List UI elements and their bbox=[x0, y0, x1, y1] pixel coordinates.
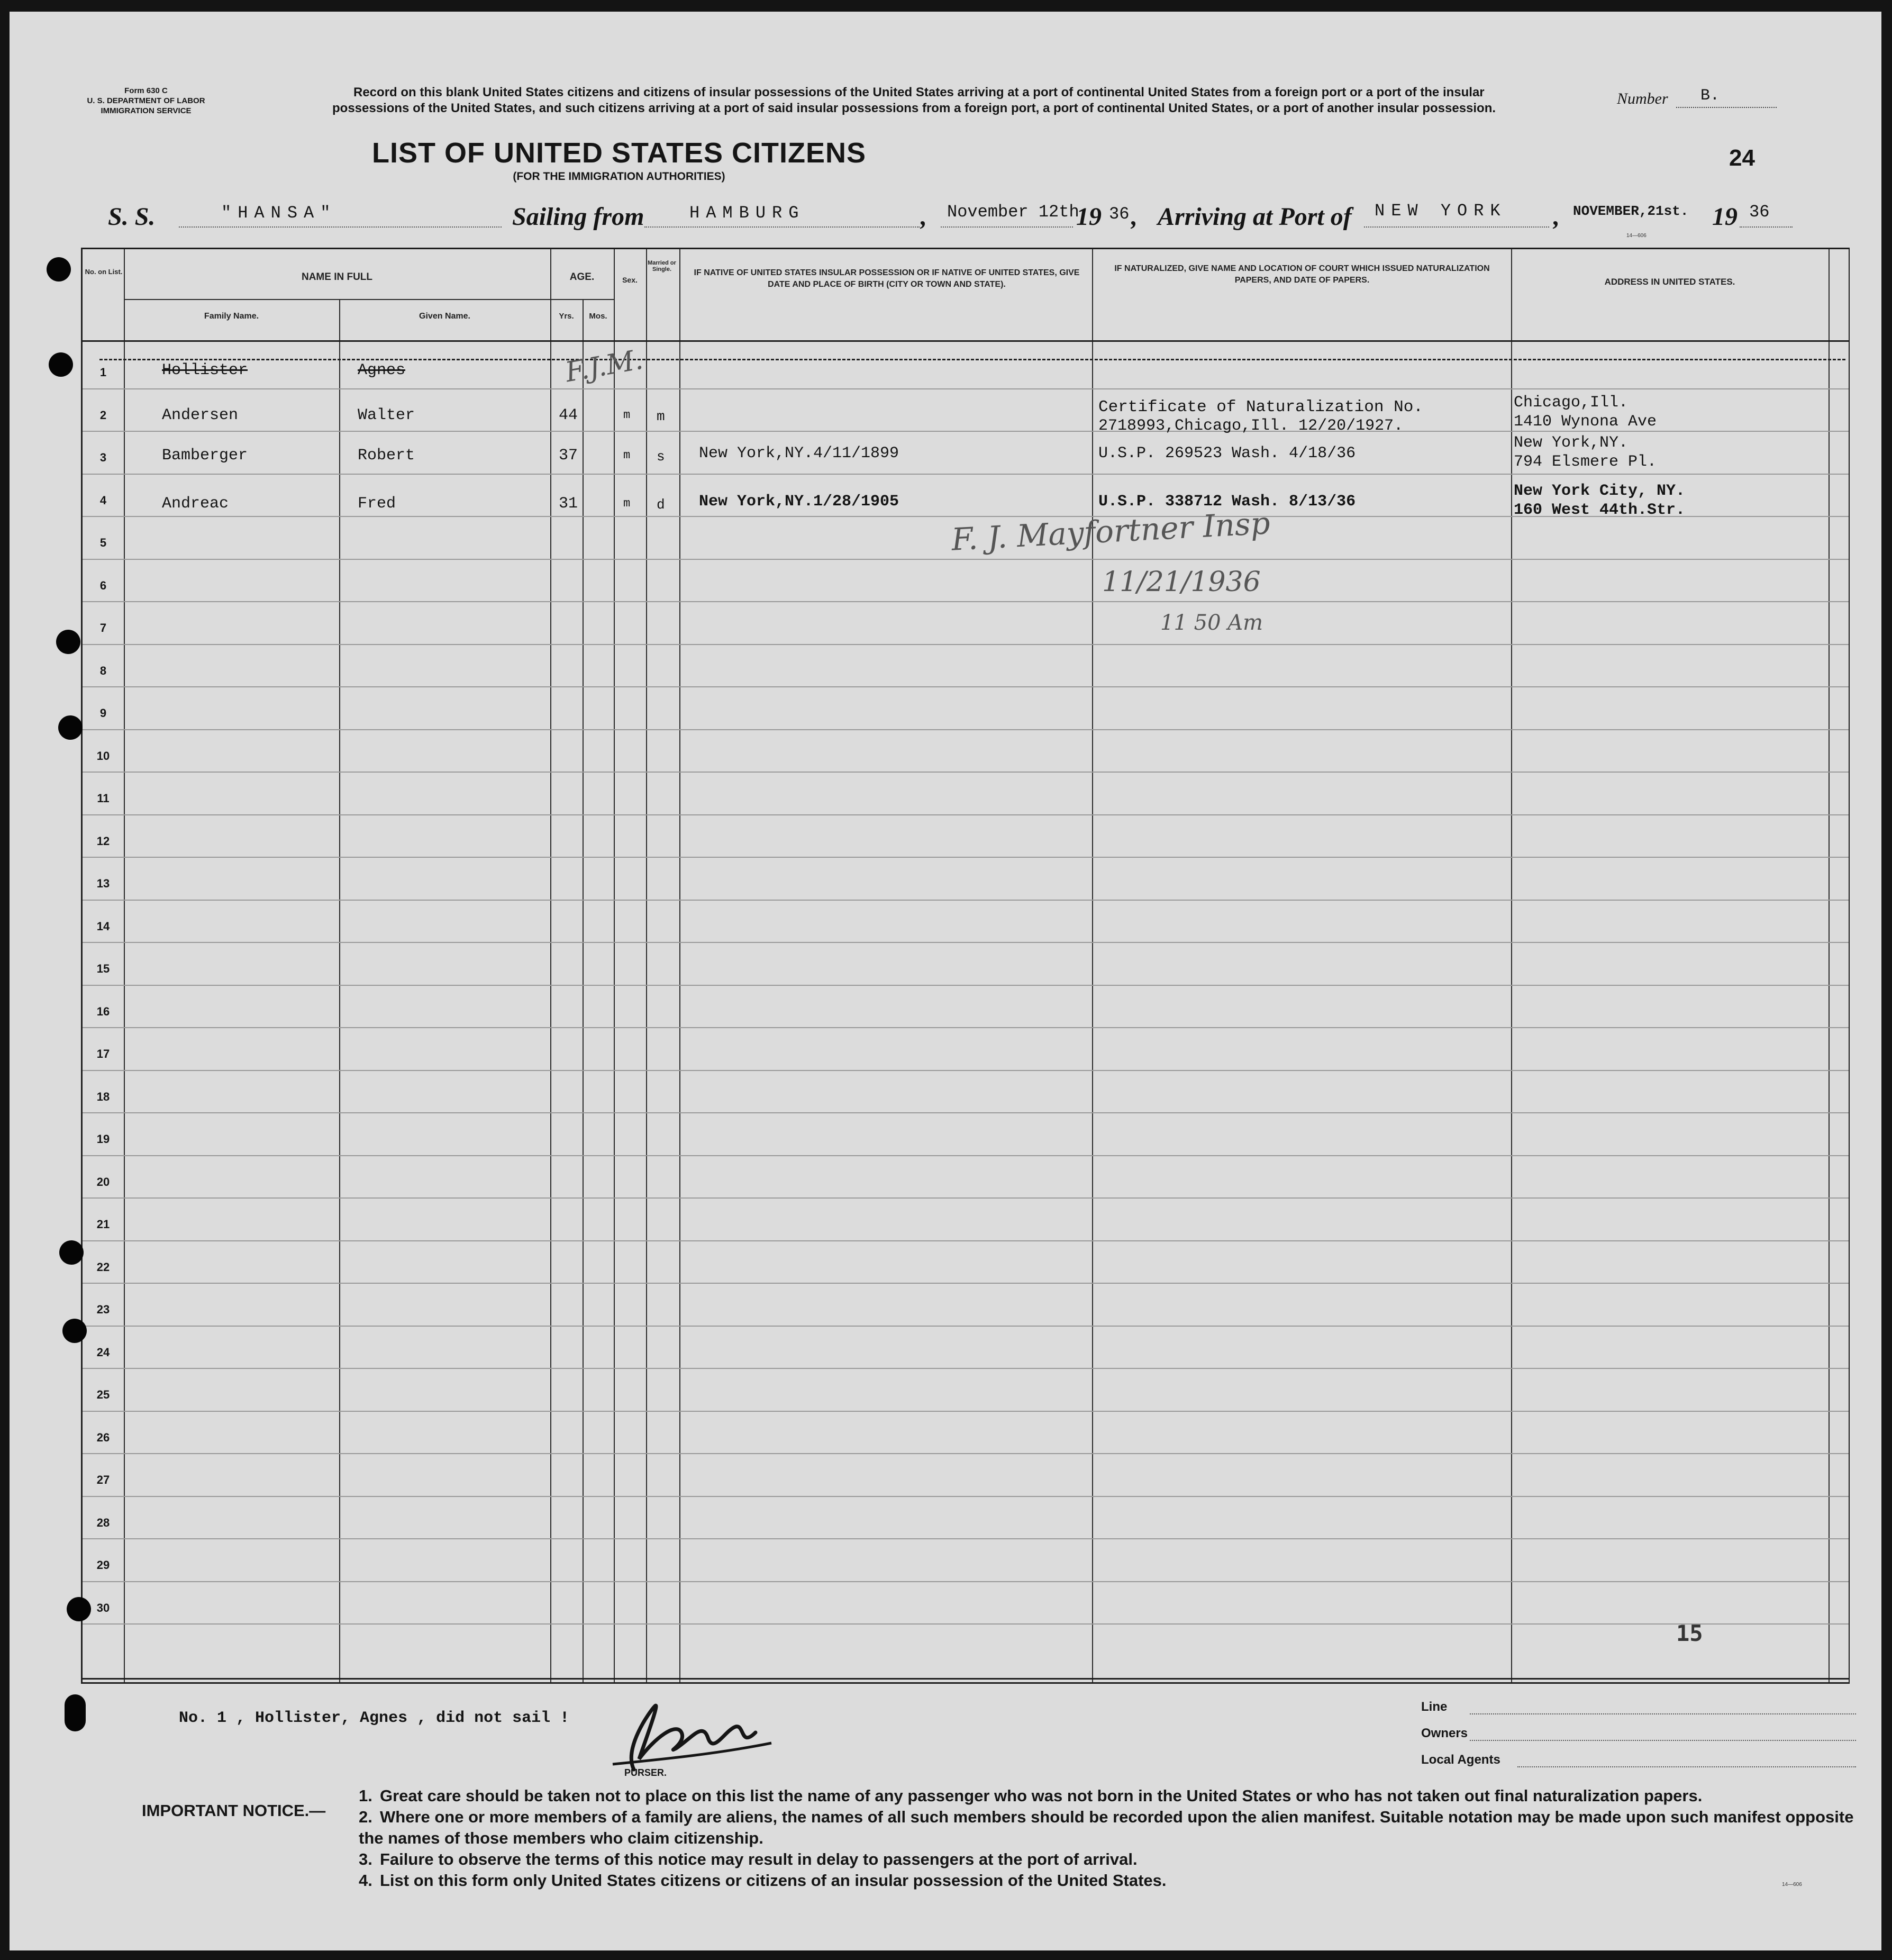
row-rule bbox=[83, 1197, 1849, 1199]
header-years: Yrs. bbox=[559, 312, 574, 321]
family-name-cell: Bamberger bbox=[162, 447, 248, 465]
arrival-port: NEW YORK bbox=[1375, 201, 1507, 221]
row-rule bbox=[83, 1538, 1849, 1539]
inspector-signature: F. J. Mayfortner Insp bbox=[950, 505, 1271, 558]
notice-item: 3. Failure to observe the terms of this notice may result in delay to passengers at the port of arrival. bbox=[359, 1850, 1138, 1868]
inspection-date: 11/21/1936 bbox=[1102, 566, 1261, 598]
number-underline bbox=[1676, 107, 1777, 108]
col-rule bbox=[1092, 249, 1093, 1682]
given-name-cell: Walter bbox=[358, 406, 415, 424]
row-rule bbox=[83, 559, 1849, 560]
row-rule bbox=[83, 1496, 1849, 1497]
naturalization-cell: U.S.P. 338712 Wash. 8/13/36 bbox=[1098, 492, 1356, 511]
family-name-cell: Andersen bbox=[162, 406, 239, 424]
footer-print-code: 14—606 bbox=[1782, 1882, 1802, 1888]
row-number: 7 bbox=[99, 621, 107, 634]
arrival-year: 36 bbox=[1749, 202, 1770, 222]
row-number: 8 bbox=[99, 664, 107, 677]
purser-label: PURSER. bbox=[624, 1767, 667, 1778]
punch-hole bbox=[58, 715, 83, 740]
notice-item: 4. List on this form only United States citizens or citizens of an insular possession of the United States. bbox=[359, 1871, 1167, 1890]
row-number: 30 bbox=[96, 1601, 110, 1614]
row-rule bbox=[83, 942, 1849, 943]
row-rule bbox=[83, 985, 1849, 986]
row-rule bbox=[83, 686, 1849, 687]
punch-hole bbox=[67, 1597, 91, 1621]
table-bottom-rule bbox=[83, 1678, 1849, 1680]
marital-status-cell: d bbox=[657, 496, 665, 513]
row-number: 23 bbox=[96, 1303, 110, 1316]
row-rule bbox=[83, 900, 1849, 901]
local-agents-field bbox=[1517, 1766, 1856, 1767]
page-title: LIST OF UNITED STATES CITIZENS bbox=[372, 137, 866, 169]
arriving-label: Arriving at Port of bbox=[1158, 203, 1352, 231]
ship-name: "HANSA" bbox=[221, 203, 337, 223]
local-agents-label: Local Agents bbox=[1421, 1753, 1500, 1767]
arrival-year-underline bbox=[1740, 226, 1793, 228]
page-subtitle: (FOR THE IMMIGRATION AUTHORITIES) bbox=[513, 170, 725, 183]
row-rule bbox=[83, 1623, 1849, 1625]
row-rule bbox=[83, 1283, 1849, 1284]
row-rule bbox=[83, 388, 1849, 389]
form-identifier bbox=[67, 86, 225, 116]
row-rule bbox=[83, 772, 1849, 773]
row-number: 2 bbox=[99, 408, 107, 422]
col-rule bbox=[679, 249, 680, 1682]
row-rule bbox=[83, 1581, 1849, 1582]
row-rule bbox=[83, 1326, 1849, 1327]
row-number: 6 bbox=[99, 578, 107, 592]
row-rule bbox=[83, 1453, 1849, 1454]
row-rule bbox=[83, 1240, 1849, 1241]
row-number: 29 bbox=[96, 1558, 110, 1572]
age-cell: 31 bbox=[559, 494, 578, 513]
inspection-time: 11 50 Am bbox=[1160, 611, 1263, 635]
notice-item: 1. Great care should be taken not to place on this list the name of any passenger who was not born in the United States or who has not taken out final naturalization papers. bbox=[359, 1786, 1703, 1805]
ss-label: S. S. bbox=[108, 203, 156, 231]
row-number: 4 bbox=[99, 493, 107, 507]
col-rule bbox=[1511, 249, 1512, 1682]
arrival-port-underline bbox=[1364, 226, 1549, 228]
row-number: 27 bbox=[96, 1473, 110, 1486]
row-number: 13 bbox=[96, 877, 110, 890]
sailing-year-prefix: 19 bbox=[1076, 203, 1102, 231]
row-rule bbox=[83, 857, 1849, 858]
sex-cell: m bbox=[623, 496, 631, 510]
address-cell: 794 Elsmere Pl. bbox=[1514, 453, 1657, 471]
manifest-sheet: Form 630 C U. S. DEPARTMENT OF LABOR IMMIGRATION SERVICE Record on this blank United States citizens and citizens of insular possessions of the United States arriving at a port of continental United States from a foreign port or a port of the insular possessions of the United States, and such citizens arriving at a port of said insular possessions from a foreign port, a port of continental United States, or a port of another insular possession. Number B. LIST OF UNITED STATES CITIZENS (FOR THE IMMIGRATION AUTHORITIES) 24 S. S. "HANSA" Sailing from HAMBURG , November 12th 19 36 , Arriving at Port of NEW YORK , NOVEMBER,21st. 19 36 14—606 No. on List. NAME IN FULL Family Name. Given Name. AGE. Yrs. Mos. Sex. Married or Single. IF NATIVE OF UNITED STATES INSULAR POSSESSION OR IF NATIVE OF UNITED STATES, GIVE DATE AND PLACE OF BIRTH (CITY OR TOWN AND STATE). IF NATURALIZED, GIVE NAME AND LOCATION OF COURT WHICH ISSUED NATURALIZATION PAPERS, AND DATE OF PAPERS. ADDRESS IN UNITED STATES. 1 2 3 4 5 6 7 8 9 10 11 12 13 14 15 16 17 18 19 20 21 22 23 24 25 26 27 28 29 30 Hollister Agnes Andersen Walter 44 m m Certificate of Naturalization No. 2718993,Chicago,Ill. 12/20/1927. Chicago,Ill. 1410 Wynona Ave Bamberger Robert 37 m s New York,NY.4/11/1899 U.S.P. 269523 Wash. 4/18/36 New York,NY. 794 Elsmere Pl. Andreac Fred 31 m d New York,NY.1/28/1905 U.S.P. 338712 Wash. 8/13/36 New York City, NY. 160 West 44th.Str. F.J.M. F. J. Mayfortner Insp 11/21/1936 11 50 Am 15 No. 1 , Hollister, Agnes , did not sail ! PURSER. Line Owners Local Agents IMPORTANT NOTICE.— 1. Great care should be taken not to place on this list the name of any passenger who was not born in the United States or who has not taken out final naturalization papers. 2. Where one or more members of a family are aliens, the names of all such members should be recorded upon the alien manifest. Suitable notation may be made upon such manifest opposite the names of those members who claim citizenship. 3. Failure to observe the terms of this notice may result in delay to passengers at the port of arrival. 4. List on this form only United States citizens or citizens of an insular possession of the United States. 14—606 bbox=[10, 12, 1881, 1950]
age-cell: 44 bbox=[559, 406, 578, 424]
did-not-sail-note: No. 1 , Hollister, Agnes , did not sail ! bbox=[179, 1709, 570, 1727]
naturalization-cell: Certificate of Naturalization No. bbox=[1098, 397, 1423, 416]
row-number: 18 bbox=[96, 1090, 110, 1103]
header-months: Mos. bbox=[589, 312, 607, 321]
col-rule bbox=[339, 299, 340, 1682]
row-rule bbox=[83, 474, 1849, 475]
header-married: Married or Single. bbox=[648, 260, 676, 273]
family-name-cell: Andreac bbox=[162, 494, 229, 513]
row-number: 25 bbox=[96, 1388, 110, 1401]
col-rule bbox=[550, 249, 551, 1682]
form-number: Form 630 C bbox=[124, 86, 168, 95]
row-rule bbox=[83, 1368, 1849, 1369]
sex-cell: m bbox=[623, 449, 631, 462]
arrival-date: NOVEMBER,21st. bbox=[1573, 203, 1689, 219]
row-rule bbox=[83, 431, 1849, 432]
col-rule bbox=[124, 249, 125, 1682]
sex-cell: m bbox=[623, 408, 631, 422]
header-naturalization: IF NATURALIZED, GIVE NAME AND LOCATION OF COURT WHICH ISSUED NATURALIZATION PAPERS, AND DATE OF PAPERS. bbox=[1114, 264, 1490, 285]
row-number: 3 bbox=[99, 451, 107, 464]
row-number: 10 bbox=[96, 749, 110, 763]
row-number: 20 bbox=[96, 1175, 110, 1188]
header-no-on-list: No. on List. bbox=[85, 268, 123, 276]
birth-place-date-cell: New York,NY.4/11/1899 bbox=[699, 444, 899, 462]
birth-place-date-cell: New York,NY.1/28/1905 bbox=[699, 492, 899, 511]
sailing-port: HAMBURG bbox=[689, 203, 805, 223]
row-number: 14 bbox=[96, 919, 110, 933]
row-number: 15 bbox=[96, 962, 110, 975]
number-value: B. bbox=[1700, 87, 1720, 105]
row-number: 28 bbox=[96, 1516, 110, 1529]
owners-field bbox=[1470, 1740, 1856, 1741]
given-name-cell: Agnes bbox=[358, 361, 406, 379]
purser-signature bbox=[602, 1690, 782, 1780]
age-cell: 37 bbox=[559, 447, 578, 465]
punch-hole bbox=[49, 352, 73, 377]
row-rule bbox=[83, 644, 1849, 645]
passenger-table bbox=[81, 248, 1850, 1684]
row-number: 1 bbox=[99, 366, 107, 379]
given-name-cell: Robert bbox=[358, 447, 415, 465]
handwritten-initials: F.J.M. bbox=[562, 343, 645, 389]
page-number: 24 bbox=[1729, 145, 1755, 171]
row-rule bbox=[83, 814, 1849, 815]
punch-hole bbox=[56, 630, 80, 654]
sailing-year: 36 bbox=[1109, 204, 1130, 224]
address-cell: Chicago,Ill. bbox=[1514, 393, 1629, 412]
header-native-birth: IF NATIVE OF UNITED STATES INSULAR POSSESSION OR IF NATIVE OF UNITED STATES, GIVE DATE AND PLACE OF BIRTH (CITY OR TOWN AND STATE). bbox=[694, 268, 1080, 289]
marital-status-cell: m bbox=[657, 408, 665, 424]
service-name: IMMIGRATION SERVICE bbox=[101, 106, 192, 115]
row-number: 17 bbox=[96, 1047, 110, 1060]
sailing-underline bbox=[644, 226, 920, 228]
sailing-label: Sailing from bbox=[512, 203, 644, 231]
name-group-rule bbox=[124, 299, 550, 300]
row-number: 16 bbox=[96, 1004, 110, 1018]
notice-item: 2. Where one or more members of a family are aliens, the names of all such members should be recorded upon the alien manifest. Suitable notation may be made upon such manifest opposite the names of those members who claim citizenship. bbox=[359, 1808, 1854, 1847]
row-rule bbox=[83, 1411, 1849, 1412]
owners-label: Owners bbox=[1421, 1726, 1468, 1740]
col-rule bbox=[583, 299, 584, 1682]
address-cell: 1410 Wynona Ave bbox=[1514, 412, 1657, 431]
print-code: 14—606 bbox=[1626, 233, 1647, 239]
row-number: 9 bbox=[99, 706, 107, 720]
strike-dash-line bbox=[99, 359, 1845, 360]
punch-hole bbox=[65, 1694, 86, 1731]
number-label: Number bbox=[1617, 90, 1668, 107]
header-address: ADDRESS IN UNITED STATES. bbox=[1604, 277, 1735, 287]
col-rule bbox=[1829, 249, 1830, 1682]
row-number: 19 bbox=[96, 1132, 110, 1146]
row-number: 5 bbox=[99, 536, 107, 549]
age-group-rule bbox=[550, 299, 614, 300]
header-bottom-rule bbox=[83, 340, 1849, 342]
department-name: U. S. DEPARTMENT OF LABOR bbox=[87, 96, 205, 105]
punch-hole bbox=[47, 257, 71, 282]
row-rule bbox=[83, 1155, 1849, 1156]
marital-status-cell: s bbox=[657, 449, 665, 465]
given-name-cell: Fred bbox=[358, 494, 396, 513]
col-rule bbox=[646, 249, 647, 1682]
ship-underline bbox=[179, 226, 502, 228]
header-sex: Sex. bbox=[622, 276, 638, 284]
sailing-date-underline bbox=[941, 226, 1073, 228]
punch-hole bbox=[62, 1319, 87, 1343]
header-age: AGE. bbox=[569, 271, 595, 283]
arrival-year-prefix: 19 bbox=[1712, 203, 1738, 231]
row-number: 21 bbox=[96, 1218, 110, 1231]
address-cell: 160 West 44th.Str. bbox=[1514, 501, 1686, 519]
naturalization-cell: 2718993,Chicago,Ill. 12/20/1927. bbox=[1098, 416, 1404, 435]
sailing-date: November 12th bbox=[947, 202, 1079, 222]
header-name-in-full: NAME IN FULL bbox=[301, 271, 373, 283]
row-rule bbox=[83, 1027, 1849, 1028]
line-field bbox=[1470, 1713, 1856, 1714]
header-given-name: Given Name. bbox=[419, 312, 470, 321]
col-rule bbox=[614, 249, 615, 1682]
address-cell: New York City, NY. bbox=[1514, 482, 1686, 500]
passenger-total: 15 bbox=[1676, 1620, 1703, 1646]
row-rule bbox=[83, 1070, 1849, 1071]
family-name-cell: Hollister bbox=[162, 361, 248, 379]
row-number: 22 bbox=[96, 1260, 110, 1274]
punch-hole bbox=[59, 1240, 84, 1265]
row-rule bbox=[83, 729, 1849, 730]
record-instructions: Record on this blank United States citizens and citizens of insular possessions of the United States arriving at a port of continental United States from a foreign port or a port of the insular possessions of the United States, and such citizens arriving at a port of said insular possessions from a foreign port, a port of continental United States, or a port of another insular possession. bbox=[332, 85, 1496, 115]
row-rule bbox=[83, 1112, 1849, 1113]
naturalization-cell: U.S.P. 269523 Wash. 4/18/36 bbox=[1098, 444, 1356, 462]
row-rule bbox=[83, 601, 1849, 602]
important-notice-heading: IMPORTANT NOTICE.— bbox=[142, 1801, 326, 1820]
header-family-name: Family Name. bbox=[204, 312, 259, 321]
row-number: 26 bbox=[96, 1430, 110, 1444]
line-label: Line bbox=[1421, 1700, 1448, 1714]
address-cell: New York,NY. bbox=[1514, 434, 1629, 452]
row-number: 24 bbox=[96, 1345, 110, 1359]
row-number: 11 bbox=[97, 792, 110, 805]
row-number: 12 bbox=[96, 834, 110, 848]
